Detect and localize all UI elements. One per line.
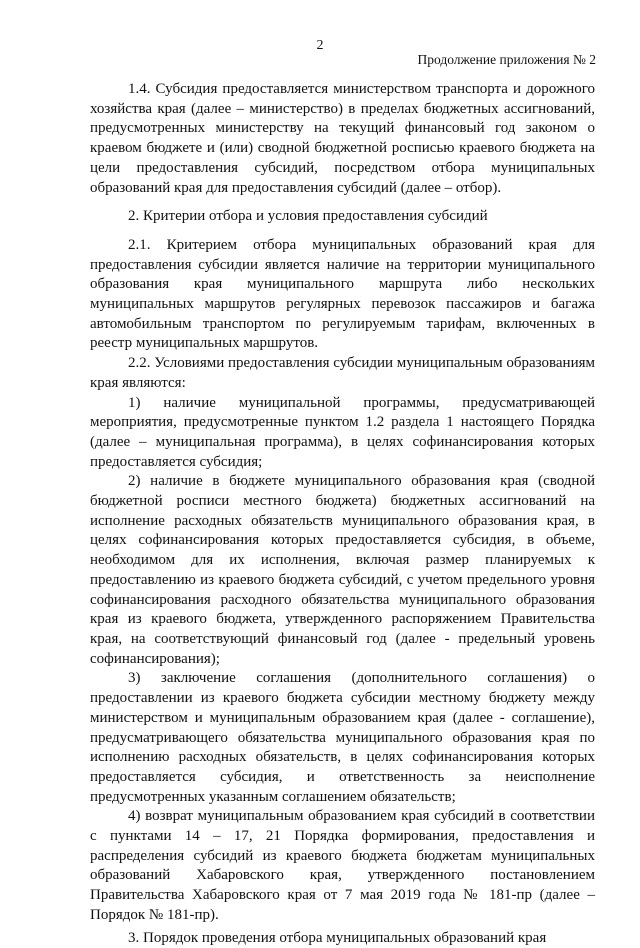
- list-item-1: 1) наличие муниципальной программы, предусматривающей мероприятия, предусмотренные пунктом 1.2 раздела 1 настоящего Порядка (далее – муниципальная программа), в целях софинансирования которых предоставляется субсидия;: [90, 394, 595, 470]
- continuation-label: Продолжение приложения № 2: [417, 52, 596, 67]
- document-body: [90, 80, 595, 948]
- list-item-3: 3) заключение соглашения (дополнительного соглашения) о предоставлении из краевого бюджета субсидии местному бюджету между министерством и муниципальным образованием края (далее - соглашение), предусматривающего обязательства муниципального образования края по исполнению расходных обязательств, в целях софинансирования которых предоставляется субсидия, и ответственность за неисполнение предусмотренных указанным соглашением обязательств;: [90, 670, 595, 805]
- paragraph-2-1: 2.1. Критерием отбора муниципальных образований края для предоставления субсидии является наличие на территории муниципального образования края муниципального маршрута либо нескольких муниципальных маршрутов регулярных перевозок пассажиров и багажа автомобильным транспортом по регулируемым тарифам, включенных в реестр муниципальных маршрутов.: [90, 236, 595, 352]
- page-number: 2: [316, 38, 324, 53]
- section-3-heading: 3. Порядок проведения отбора муниципальных образований края: [128, 929, 547, 946]
- list-item-4: 4) возврат муниципальным образованием края субсидий в соответствии с пунктами 14 – 17, 21 Порядка формирования, предоставления и распределения субсидий из краевого бюджета бюджетам муниципальных образований Хабаровского края, утвержденного постановлением Правительства Хабаровского края от 7 мая 2019 года № 181-пр (далее – Порядок № 181-пр).: [90, 808, 595, 923]
- paragraph-1-4: 1.4. Субсидия предоставляется министерством транспорта и дорожного хозяйства края (далее – министерство) в пределах бюджетных ассигнований, предусмотренных министерству на текущий финансовый год законом о краевом бюджете и (или) сводной бюджетной росписью краевого бюджета на цели предоставления субсидий, посредством отбора муниципальных образований края для предоставления субсидий (далее – отбор).: [90, 81, 595, 196]
- paragraph-2-2: 2.2. Условиями предоставления субсидии муниципальным образованиям края являются:: [90, 355, 595, 391]
- section-2-heading: 2. Критерии отбора и условия предоставления субсидий: [128, 208, 488, 225]
- list-item-2: 2) наличие в бюджете муниципального образования края (сводной бюджетной росписи местного бюджета) бюджетных ассигнований на исполнение расходных обязательств муниципального образования края, в целях софинансирования которых предоставляется субсидия, в объеме, необходимом для их исполнения, включая размер планируемых к предоставлению из краевого бюджета субсидий, с учетом предельного уровня софинансирования расходного обязательства муниципального образования края из краевого бюджета, утвержденного распоряжением Правительства края, на соответствующий финансовый год (далее - предельный уровень софинансирования);: [90, 473, 595, 667]
